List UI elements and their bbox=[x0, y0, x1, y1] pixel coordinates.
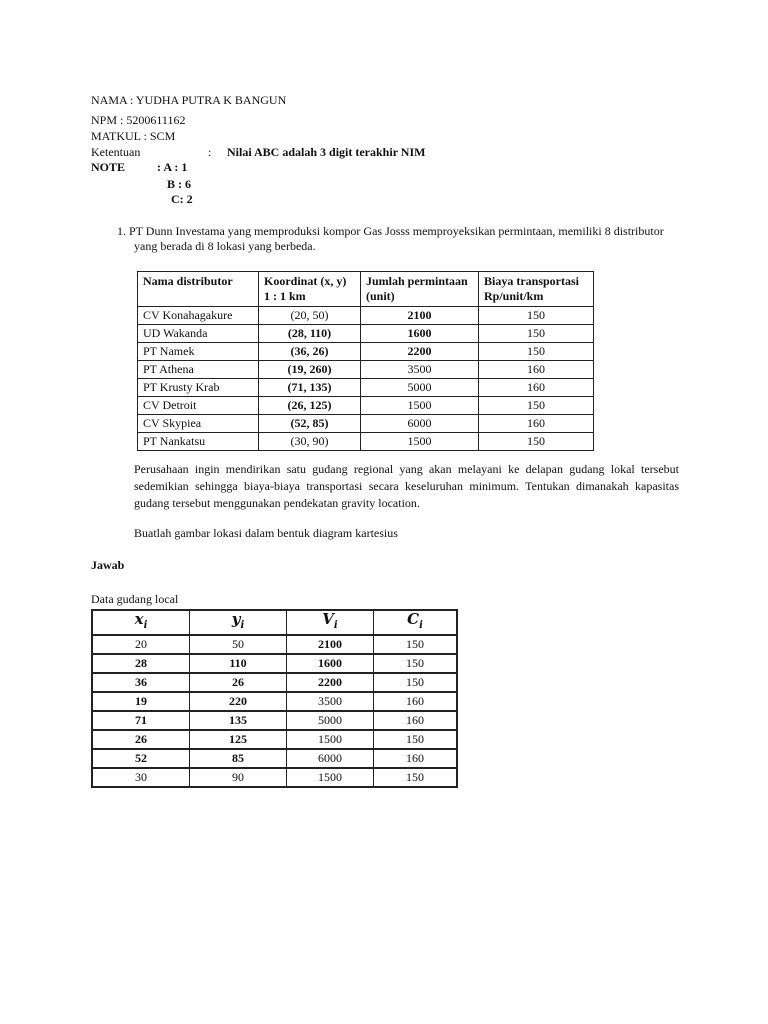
header-line: Biaya transportasi bbox=[484, 274, 580, 288]
distributor-table bbox=[137, 271, 594, 451]
distributor-coord: (71, 135) bbox=[259, 379, 361, 397]
distributor-coord: (36, 26) bbox=[259, 343, 361, 361]
cell-x: 52 bbox=[92, 749, 190, 768]
cell-c: 150 bbox=[374, 768, 458, 787]
question-line-1: 1. PT Dunn Investama yang memproduksi kompor Gas Josss memproyeksikan permintaan, memiliki 8 distributor bbox=[117, 224, 664, 238]
cell-c: 160 bbox=[374, 711, 458, 730]
answer-heading: Jawab bbox=[91, 558, 125, 572]
ketentuan-colon: : bbox=[208, 145, 212, 159]
distributor-demand: 1600 bbox=[361, 325, 479, 343]
distributor-coord: (19, 260) bbox=[259, 361, 361, 379]
cell-y: 135 bbox=[190, 711, 287, 730]
header-biaya-transportasi bbox=[479, 272, 594, 307]
header-subscript: i bbox=[143, 620, 148, 631]
distributor-demand: 3500 bbox=[361, 361, 479, 379]
cell-y: 85 bbox=[190, 749, 287, 768]
cell-v: 1500 bbox=[287, 768, 374, 787]
distributor-coord: (20, 50) bbox=[259, 307, 361, 325]
cell-y: 90 bbox=[190, 768, 287, 787]
distributor-name: CV Detroit bbox=[138, 397, 259, 415]
cell-y: 26 bbox=[190, 673, 287, 692]
table-row bbox=[138, 397, 594, 415]
table-row bbox=[92, 711, 457, 730]
distributor-table-header bbox=[138, 272, 594, 307]
distributor-coord: (26, 125) bbox=[259, 397, 361, 415]
distributor-demand: 1500 bbox=[361, 433, 479, 451]
cell-y: 125 bbox=[190, 730, 287, 749]
local-warehouse-table bbox=[91, 609, 458, 788]
distributor-coord: (28, 110) bbox=[259, 325, 361, 343]
course-name: MATKUL : SCM bbox=[91, 129, 176, 143]
problem-paragraph: Perusahaan ingin mendirikan satu gudang regional yang akan melayani ke delapan gudang lokal tersebut sedemikian sehingga biaya-biaya transportasi secara keseluruhan minimum. Tentukan dimanakah kapasitas gudang tersebut menggunakan pendekatan gravity location. bbox=[134, 462, 679, 510]
table-row bbox=[92, 673, 457, 692]
cell-v: 2100 bbox=[287, 635, 374, 654]
cell-x: 19 bbox=[92, 692, 190, 711]
distributor-cost: 150 bbox=[479, 343, 594, 361]
distributor-name: PT Nankatsu bbox=[138, 433, 259, 451]
distributor-cost: 150 bbox=[479, 307, 594, 325]
cell-x: 36 bbox=[92, 673, 190, 692]
cell-v: 1500 bbox=[287, 730, 374, 749]
table-row bbox=[138, 325, 594, 343]
table-row bbox=[138, 379, 594, 397]
distributor-name: PT Namek bbox=[138, 343, 259, 361]
data-table-caption: Data gudang local bbox=[91, 592, 179, 606]
ketentuan-label: Ketentuan bbox=[91, 145, 141, 159]
cell-c: 160 bbox=[374, 749, 458, 768]
cell-c: 150 bbox=[374, 730, 458, 749]
table-row bbox=[92, 749, 457, 768]
header-symbol: C bbox=[407, 610, 420, 628]
note-a: : A : 1 bbox=[157, 160, 188, 174]
header-koordinat bbox=[259, 272, 361, 307]
cell-x: 26 bbox=[92, 730, 190, 749]
cell-x: 71 bbox=[92, 711, 190, 730]
distributor-name: PT Athena bbox=[138, 361, 259, 379]
instruction-paragraph: Buatlah gambar lokasi dalam bentuk diagram kartesius bbox=[134, 526, 398, 540]
cell-y: 110 bbox=[190, 654, 287, 673]
cell-v: 3500 bbox=[287, 692, 374, 711]
local-warehouse-header bbox=[92, 610, 457, 635]
distributor-cost: 160 bbox=[479, 379, 594, 397]
distributor-name: CV Skypiea bbox=[138, 415, 259, 433]
table-row bbox=[138, 307, 594, 325]
cell-c: 160 bbox=[374, 692, 458, 711]
note-c: C: 2 bbox=[171, 192, 193, 206]
distributor-cost: 150 bbox=[479, 325, 594, 343]
cell-c: 150 bbox=[374, 654, 458, 673]
distributor-demand: 5000 bbox=[361, 379, 479, 397]
table-row bbox=[92, 654, 457, 673]
cell-y: 50 bbox=[190, 635, 287, 654]
header-subscript: i bbox=[240, 620, 245, 631]
distributor-demand: 2200 bbox=[361, 343, 479, 361]
distributor-cost: 160 bbox=[479, 415, 594, 433]
cell-v: 1600 bbox=[287, 654, 374, 673]
distributor-demand: 6000 bbox=[361, 415, 479, 433]
cell-y: 220 bbox=[190, 692, 287, 711]
header-symbol: V bbox=[322, 610, 334, 628]
student-npm: NPM : 5200611162 bbox=[91, 113, 186, 127]
distributor-cost: 150 bbox=[479, 433, 594, 451]
header-line: Koordinat (x, y) bbox=[264, 274, 347, 288]
distributor-name: UD Wakanda bbox=[138, 325, 259, 343]
cell-v: 5000 bbox=[287, 711, 374, 730]
header-xi bbox=[92, 610, 190, 635]
header-line: (unit) bbox=[366, 289, 395, 303]
distributor-demand: 1500 bbox=[361, 397, 479, 415]
distributor-cost: 150 bbox=[479, 397, 594, 415]
header-symbol: y bbox=[231, 610, 241, 628]
table-row bbox=[138, 433, 594, 451]
ketentuan-value: Nilai ABC adalah 3 digit terakhir NIM bbox=[227, 145, 426, 159]
cell-c: 150 bbox=[374, 635, 458, 654]
distributor-coord: (52, 85) bbox=[259, 415, 361, 433]
distributor-demand: 2100 bbox=[361, 307, 479, 325]
table-row bbox=[92, 768, 457, 787]
header-line: Rp/unit/km bbox=[484, 289, 544, 303]
cell-x: 30 bbox=[92, 768, 190, 787]
student-name: NAMA : YUDHA PUTRA K BANGUN bbox=[91, 93, 287, 107]
header-nama-distributor bbox=[138, 272, 259, 307]
header-subscript: i bbox=[419, 620, 423, 631]
distributor-name: CV Konahagakure bbox=[138, 307, 259, 325]
header-yi bbox=[190, 610, 287, 635]
note-b: B : 6 bbox=[167, 177, 191, 191]
question-line-2: yang berada di 8 lokasi yang berbeda. bbox=[134, 239, 316, 253]
table-row bbox=[92, 692, 457, 711]
note-label: NOTE bbox=[91, 160, 126, 174]
table-row bbox=[138, 361, 594, 379]
cell-v: 6000 bbox=[287, 749, 374, 768]
table-row bbox=[138, 415, 594, 433]
table-row bbox=[138, 343, 594, 361]
cell-x: 28 bbox=[92, 654, 190, 673]
table-row bbox=[92, 635, 457, 654]
header-vi bbox=[287, 610, 374, 635]
cell-v: 2200 bbox=[287, 673, 374, 692]
header-line: 1 : 1 km bbox=[264, 289, 306, 303]
header-symbol: x bbox=[134, 610, 144, 628]
cell-c: 150 bbox=[374, 673, 458, 692]
distributor-coord: (30, 90) bbox=[259, 433, 361, 451]
distributor-cost: 160 bbox=[479, 361, 594, 379]
header-ci bbox=[374, 610, 458, 635]
distributor-name: PT Krusty Krab bbox=[138, 379, 259, 397]
cell-x: 20 bbox=[92, 635, 190, 654]
header-jumlah-permintaan bbox=[361, 272, 479, 307]
table-row bbox=[92, 730, 457, 749]
header-line: Jumlah permintaan bbox=[366, 274, 468, 288]
header-subscript: i bbox=[333, 620, 338, 631]
header-line: Nama distributor bbox=[143, 274, 233, 288]
